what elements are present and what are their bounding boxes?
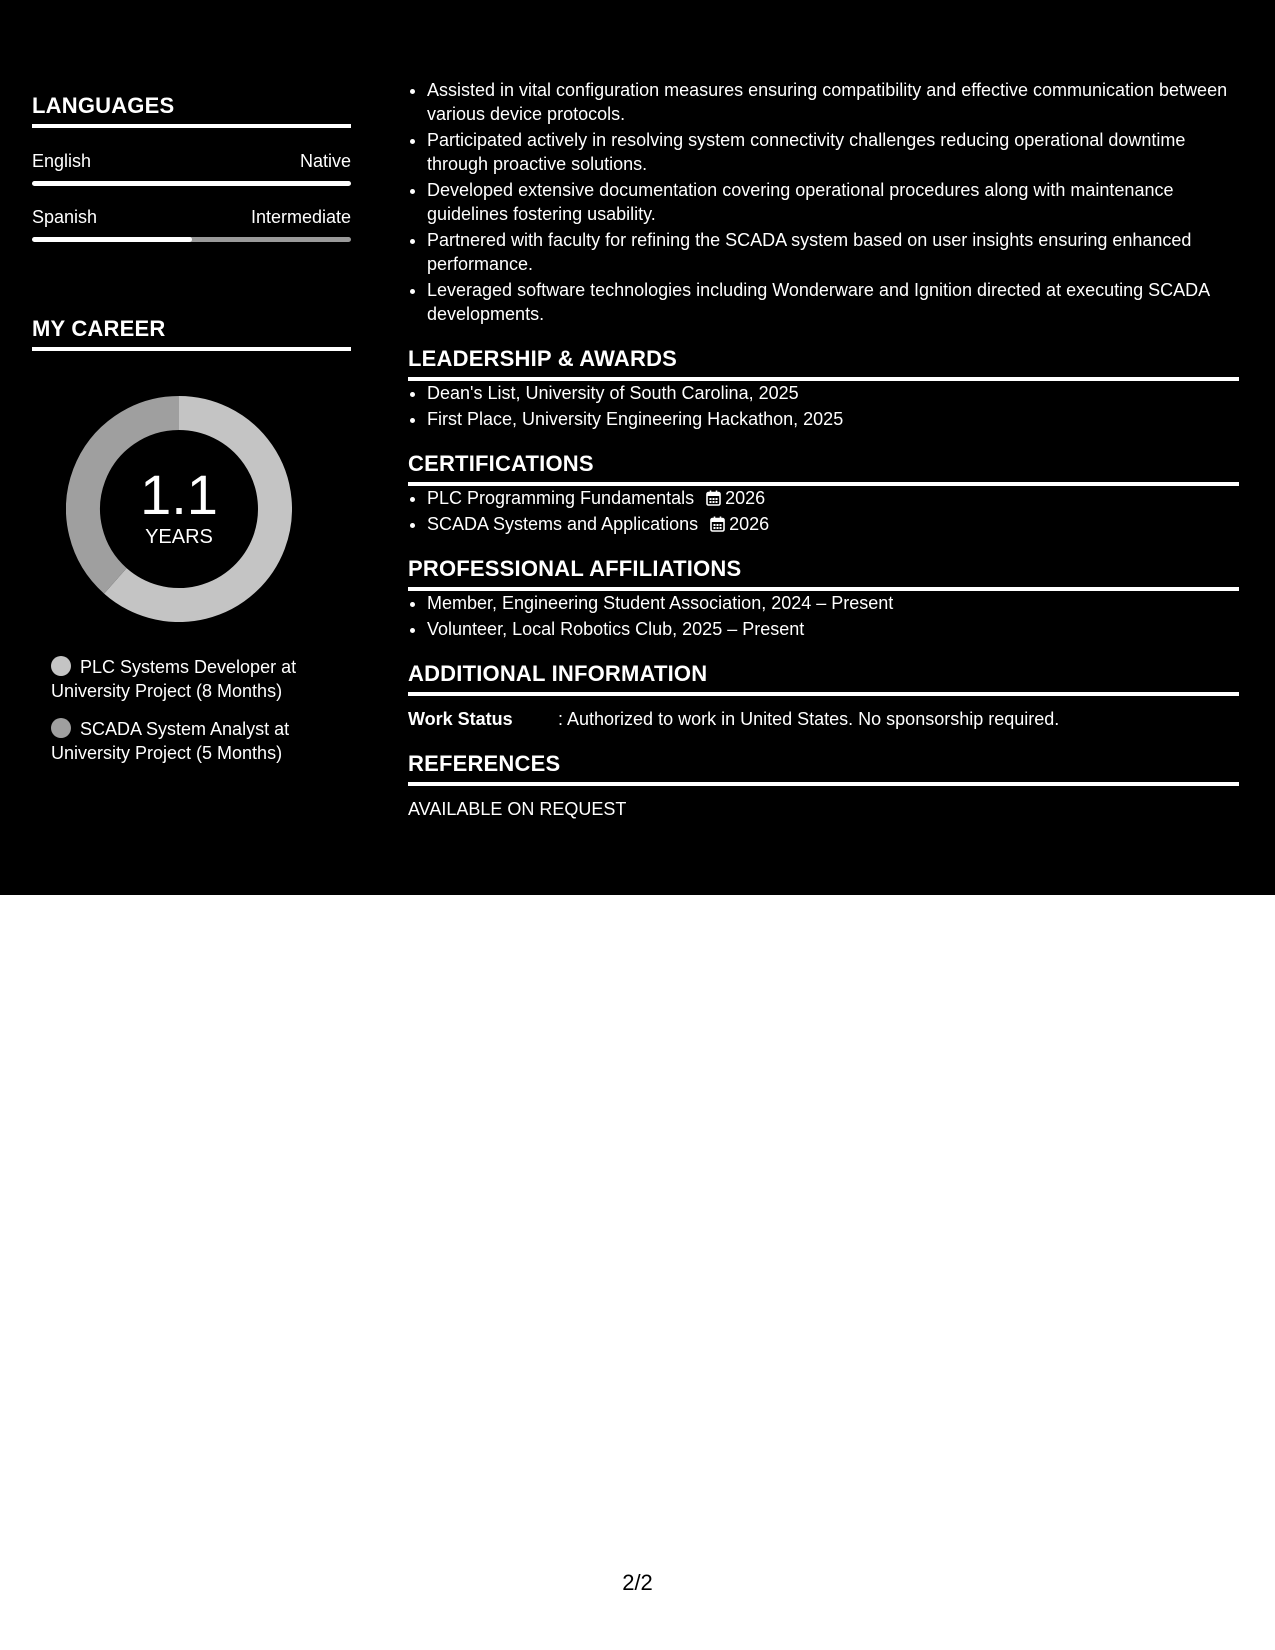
- certification-item: [427, 512, 1239, 536]
- language-name: Spanish: [32, 207, 98, 227]
- career-donut-chart: [66, 396, 292, 622]
- leadership-item: • First Place, University Engineering Hackathon, 2025: [427, 407, 1239, 431]
- certifications-list: [408, 486, 1239, 536]
- experience-bullet: • Partnered with faculty for refining the SCADA system based on user insights ensuring enhanced performance.: [427, 228, 1239, 276]
- career-total-unit: YEARS: [145, 526, 213, 548]
- career-role-label: PLC Systems Developer at University Project (8 Months): [51, 657, 297, 701]
- additional-info-heading: ADDITIONAL INFORMATION: [408, 660, 1239, 696]
- calendar-icon: [706, 490, 721, 506]
- career-donut-center: [66, 396, 292, 622]
- career-legend-item: [51, 717, 351, 765]
- work-status-row: [408, 707, 1239, 731]
- languages-heading: LANGUAGES: [32, 92, 351, 128]
- affiliation-item: • Member, Engineering Student Association, 2024 – Present: [427, 591, 1239, 615]
- certification-name: SCADA Systems and Applications: [427, 514, 699, 534]
- work-status-label: Work Status: [408, 709, 513, 729]
- language-item-spanish: [32, 206, 351, 242]
- page-number: 2/2: [622, 1570, 653, 1595]
- work-status-value: : Authorized to work in United States. No sponsorship required.: [558, 709, 1060, 729]
- certifications-heading: CERTIFICATIONS: [408, 450, 1239, 486]
- language-proficiency-fill: [32, 181, 351, 186]
- certification-year: 2026: [729, 514, 770, 534]
- language-proficiency-bar: [32, 181, 351, 186]
- language-level: Native: [299, 151, 351, 171]
- career-total-years: 1.1: [140, 463, 218, 526]
- leadership-heading: LEADERSHIP & AWARDS: [408, 345, 1239, 381]
- calendar-icon: [710, 516, 725, 532]
- certification-name: PLC Programming Fundamentals: [427, 488, 695, 508]
- career-legend-item: [51, 655, 351, 703]
- certification-year: 2026: [725, 488, 766, 508]
- career-heading: MY CAREER: [32, 315, 351, 351]
- legend-dot-icon: [51, 718, 71, 738]
- leadership-item: • Dean's List, University of South Carolina, 2025: [427, 381, 1239, 405]
- experience-bullets: [408, 78, 1239, 326]
- experience-bullet: • Assisted in vital configuration measures ensuring compatibility and effective communication between various device protocols.: [427, 78, 1239, 126]
- left-column: [32, 92, 351, 779]
- right-column: [408, 78, 1239, 821]
- references-heading: REFERENCES: [408, 750, 1239, 786]
- language-name: English: [32, 151, 92, 171]
- language-proficiency-bar: [32, 237, 351, 242]
- references-text: AVAILABLE ON REQUEST: [408, 799, 627, 819]
- experience-bullet: • Participated actively in resolving system connectivity challenges reducing operational downtime through proactive solutions.: [427, 128, 1239, 176]
- affiliations-heading: PROFESSIONAL AFFILIATIONS: [408, 555, 1239, 591]
- affiliations-list: [408, 591, 1239, 641]
- language-proficiency-fill: [32, 237, 192, 242]
- language-item-english: [32, 150, 351, 186]
- language-level: Intermediate: [250, 207, 351, 227]
- experience-bullet: • Developed extensive documentation covering operational procedures along with maintenance guidelines fostering usability.: [427, 178, 1239, 226]
- career-role-label: SCADA System Analyst at University Project (5 Months): [51, 719, 290, 763]
- career-legend: [51, 655, 351, 765]
- legend-dot-icon: [51, 656, 71, 676]
- certification-item: [427, 486, 1239, 510]
- affiliation-item: • Volunteer, Local Robotics Club, 2025 – Present: [427, 617, 1239, 641]
- leadership-list: [408, 381, 1239, 431]
- experience-bullet: • Leveraged software technologies including Wonderware and Ignition directed at executing SCADA developments.: [427, 278, 1239, 326]
